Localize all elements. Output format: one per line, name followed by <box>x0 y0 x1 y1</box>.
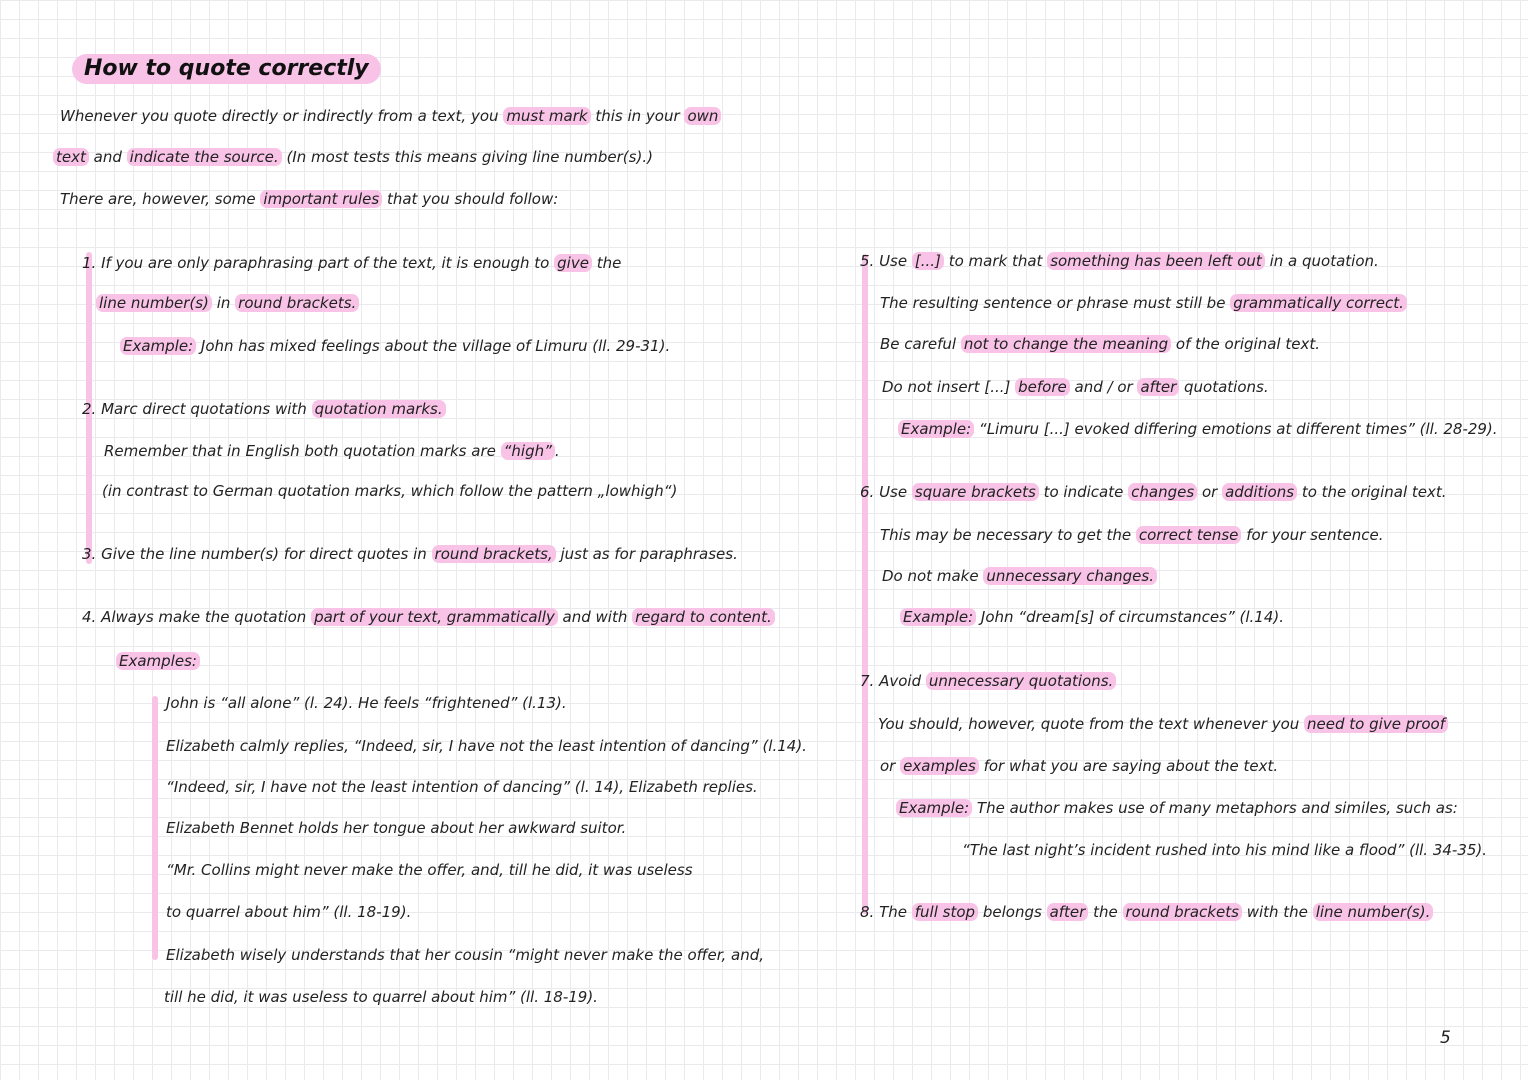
highlight-regard-content: regard to content. <box>632 608 775 626</box>
highlight-quotation-marks: quotation marks. <box>312 400 446 418</box>
example-5 <box>166 859 693 881</box>
example-text: “Limuru [...] evoked differing emotions at different times” (ll. 28-29). <box>978 420 1498 438</box>
highlight-text: text <box>53 148 89 166</box>
highlight-correct-tense: correct tense <box>1136 526 1242 544</box>
intro-text: Whenever you quote directly or indirectly from a text, you <box>60 107 499 125</box>
highlight-give: give <box>554 254 592 272</box>
example-text: to quarrel about him” (ll. 18-19). <box>166 903 412 921</box>
example-text: John has mixed feelings about the village of Limuru (ll. 29-31). <box>200 337 671 355</box>
rule-text: or <box>1201 483 1218 501</box>
rule-text: . <box>554 442 560 460</box>
rule-text: The resulting sentence or phrase must still be <box>880 294 1226 312</box>
example-2 <box>166 735 807 757</box>
example-label: Example: <box>120 337 196 355</box>
example-text: “Mr. Collins might never make the offer, and, till he did, it was useless <box>166 861 693 879</box>
rule-text: 2. Marc direct quotations with <box>82 400 307 418</box>
rule-text: for your sentence. <box>1246 526 1384 544</box>
highlight-grammatically-correct: grammatically correct. <box>1230 294 1407 312</box>
example-7 <box>166 944 764 966</box>
highlight-examples: examples <box>900 757 979 775</box>
highlight-not-change-meaning: not to change the meaning <box>961 335 1171 353</box>
rule-text: with the <box>1246 903 1308 921</box>
rule-text: 4. Always make the quotation <box>82 608 307 626</box>
rule-1-line-2 <box>96 292 359 314</box>
rule-text: This may be necessary to get the <box>880 526 1132 544</box>
example-text: “Indeed, sir, I have not the least intention of dancing” (l. 14), Elizabeth replies. <box>166 778 758 796</box>
highlight-after: after <box>1137 378 1179 396</box>
example-label: Example: <box>896 799 972 817</box>
rule-text: to mark that <box>948 252 1043 270</box>
rule-5-line-3 <box>880 333 1320 355</box>
rule-7-example <box>896 797 1458 819</box>
rule-text: Do not insert [...] <box>882 378 1011 396</box>
examples-margin-bar <box>152 696 158 960</box>
right-margin-bar <box>862 254 868 914</box>
rule-1-line-1 <box>82 252 621 274</box>
rule-text: 7. Avoid <box>860 672 922 690</box>
intro-line-1 <box>60 105 721 127</box>
rule-text: Be careful <box>880 335 957 353</box>
rule-5-line-1 <box>860 250 1379 272</box>
rule-7-example-quote <box>962 839 1487 861</box>
rule-3 <box>82 543 738 565</box>
highlight-line-numbers: line number(s). <box>1313 903 1434 921</box>
rule-1-example <box>120 335 670 357</box>
highlight-high: “high” <box>501 442 555 460</box>
highlight-after: after <box>1047 903 1089 921</box>
rule-6-line-2 <box>880 524 1384 546</box>
intro-line-2 <box>53 146 653 168</box>
rule-text: and with <box>562 608 628 626</box>
highlight-before: before <box>1015 378 1070 396</box>
rule-text: of the original text. <box>1175 335 1320 353</box>
intro-line-3 <box>60 188 558 210</box>
example-8 <box>164 986 598 1008</box>
rule-5-example <box>898 418 1498 440</box>
rule-text: 8. The <box>860 903 907 921</box>
rule-7-line-2 <box>878 713 1448 735</box>
example-label: Example: <box>900 608 976 626</box>
examples-heading <box>116 650 200 672</box>
rule-2-line-2 <box>104 440 560 462</box>
examples-label: Examples: <box>116 652 200 670</box>
highlight-round-brackets: round brackets, <box>432 545 556 563</box>
rule-5-line-2 <box>880 292 1407 314</box>
rule-text: to the original text. <box>1301 483 1447 501</box>
highlight-changes: changes <box>1128 483 1197 501</box>
example-text: Elizabeth wisely understands that her cousin “might never make the offer, and, <box>166 946 765 964</box>
example-label: Example: <box>898 420 974 438</box>
rule-7-line-1 <box>860 670 1116 692</box>
rule-text: Remember that in English both quotation marks are <box>104 442 496 460</box>
highlight-line-numbers: line number(s) <box>96 294 212 312</box>
intro-text: that you should follow: <box>386 190 559 208</box>
highlight-ellipsis: [...] <box>912 252 944 270</box>
rule-text: belongs <box>982 903 1042 921</box>
rule-text: 3. Give the line number(s) for direct quotes in <box>82 545 427 563</box>
rule-6-line-1 <box>860 481 1447 503</box>
highlight-additions: additions <box>1222 483 1297 501</box>
rule-8 <box>860 901 1433 923</box>
rule-text: to indicate <box>1043 483 1124 501</box>
example-text: John “dream[s] of circumstances” (l.14). <box>980 608 1284 626</box>
intro-text: and <box>93 148 122 166</box>
highlight-left-out: something has been left out <box>1047 252 1265 270</box>
rule-5-line-4 <box>882 376 1269 398</box>
rule-text: the <box>596 254 622 272</box>
rule-2-line-1 <box>82 398 446 420</box>
rule-text: and / or <box>1074 378 1133 396</box>
intro-text: (In most tests this means giving line number(s).) <box>286 148 653 166</box>
example-text: John is “all alone” (l. 24). He feels “frightened” (l.13). <box>166 694 567 712</box>
highlight-round-brackets: round brackets <box>1123 903 1242 921</box>
example-text: Elizabeth Bennet holds her tongue about her awkward suitor. <box>166 819 627 837</box>
example-1 <box>166 692 567 714</box>
rule-text: just as for paraphrases. <box>560 545 738 563</box>
highlight-indicate-source: indicate the source. <box>127 148 282 166</box>
rule-6-example <box>900 606 1284 628</box>
highlight-round-brackets: round brackets. <box>235 294 359 312</box>
highlight-need-proof: need to give proof <box>1304 715 1448 733</box>
intro-text: this in your <box>595 107 680 125</box>
rule-7-line-3 <box>880 755 1278 777</box>
highlight-important-rules: important rules <box>260 190 382 208</box>
highlight-must-mark: must mark <box>503 107 590 125</box>
highlight-part-of-text: part of your text, grammatically <box>311 608 558 626</box>
rule-text: quotations. <box>1184 378 1269 396</box>
highlight-full-stop: full stop <box>912 903 978 921</box>
intro-text: There are, however, some <box>60 190 256 208</box>
rule-text: in a quotation. <box>1269 252 1379 270</box>
rule-text: for what you are saying about the text. <box>983 757 1279 775</box>
rule-text: or <box>880 757 896 775</box>
highlight-unnecessary-quotations: unnecessary quotations. <box>926 672 1116 690</box>
rule-6-line-3 <box>882 565 1157 587</box>
rule-text: in <box>216 294 231 312</box>
rule-text: You should, however, quote from the text whenever you <box>878 715 1300 733</box>
highlight-own: own <box>684 107 721 125</box>
example-4 <box>166 817 626 839</box>
rule-text: 6. Use <box>860 483 908 501</box>
rule-text: the <box>1093 903 1118 921</box>
rule-4 <box>82 606 775 628</box>
example-3 <box>166 776 758 798</box>
example-6 <box>166 901 411 923</box>
example-text: “The last night’s incident rushed into his mind like a flood” (ll. 34-35). <box>962 841 1488 859</box>
highlight-square-brackets: square brackets <box>912 483 1039 501</box>
highlight-unnecessary-changes: unnecessary changes. <box>983 567 1157 585</box>
rule-2-line-3 <box>102 480 677 502</box>
rule-text: (in contrast to German quotation marks, which follow the pattern „lowhigh“) <box>102 482 678 500</box>
example-text: The author makes use of many metaphors and similes, such as: <box>976 799 1458 817</box>
example-text: till he did, it was useless to quarrel about him” (ll. 18-19). <box>164 988 598 1006</box>
rule-text: Do not make <box>882 567 979 585</box>
page-title: How to quote correctly <box>72 54 381 84</box>
page-number: 5 <box>1440 1028 1451 1048</box>
example-text: Elizabeth calmly replies, “Indeed, sir, I have not the least intention of dancing” (l.14). <box>166 737 807 755</box>
rule-text: 5. Use <box>860 252 908 270</box>
rule-text: 1. If you are only paraphrasing part of the text, it is enough to <box>82 254 550 272</box>
